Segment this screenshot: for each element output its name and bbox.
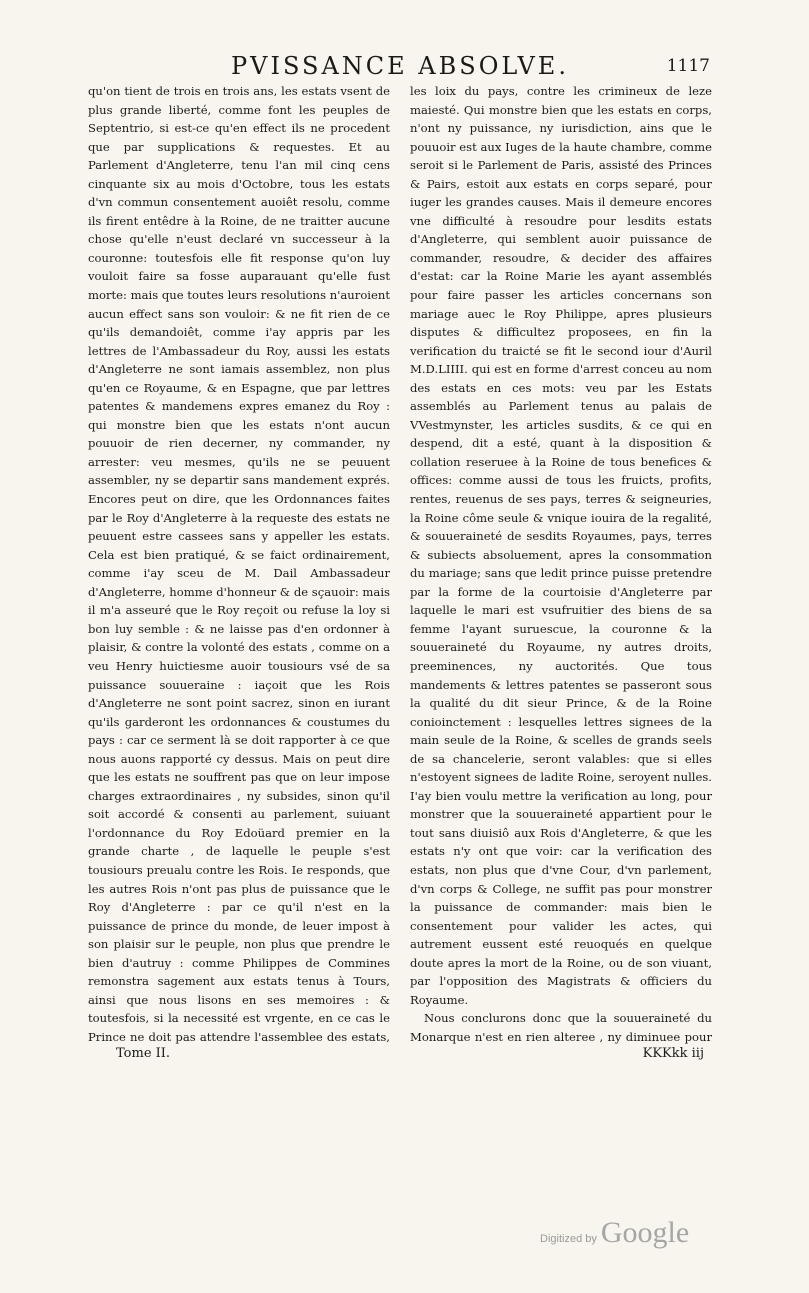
paragraph: les loix du pays, contre les crimineux de leze maiesté. Qui monstre bien que les estats en corps, n'ont ny puissance, ny iurisdiction, ains que le pouuoir est aux Iuges de la haute chambre, comme seroit si le Parlement de Paris, assisté des Princes & Pairs, estoit aux estats en corps separé, pour iuger les grandes causes. Mais il demeure encores vne difficulté à resoudre pour lesdits estats d'Angleterre, qui semblent auoir puissance de commander, resoudre, & decider des affaires d'estat: car la Roine Marie les ayant assemblés pour faire passer les articles concernans son mariage auec le Roy Philippe, apres plusieurs disputes & difficultez proposees, en fin la verification du traicté se fit le second iour d'Auril M.D.LIIII. qui est en forme d'arrest conceu au nom des estats en ces mots: veu par les Estats assemblés au Parlement tenus au palais de VVestmynster, les articles susdits, & ce qui en despend, dit a esté, quant à la disposition & collation reseruee à la Roine de tous benefices & offices: comme aussi de tous les fruicts, profits, rentes, reuenus de ses pays, terres & seigneuries, la Roine côme seule & vnique iouira de la regalité, & souueraineté de sesdits Royaumes, pays, terres & subiects absoluement, apres la consommation du mariage; sans que ledit prince puisse pretendre par la forme de la courtoisie d'Angleterre par laquelle le mari est vsufruitier des biens de sa femme l'ayant suruescue, la couronne & la souueraineté du Royaume, ny autres droits, preeminences, ny auctorités. Que tous mandements & lettres patentes se passeront sous la qualité du dit sieur Prince, & de la Roine conioinctement : lesquelles lettres signees de la main seule de la Roine, & scelles de grands seels de sa chancelerie, seront valables: que si elles n'estoyent signees de ladite Roine, seroyent nulles. I'ay bien voulu mettre la verification au long, pour monstrer que la souueraineté appartient pour le tout sans diuisiô aux Rois d'Angleterre, & que les estats n'y ont que voir: car la verification des estats, non plus que d'vne Cour, d'vn parlement, d'vn corps & College, ne suffit pas pour monstrer la puissance de commander: mais bien le consentement pour valider les actes, qui autrement eussent esté reuoqués en quelque doute apres la mort de la Roine, ou de son viuant, par l'opposition des Magistrats & officiers du Royaume. — [410, 84, 712, 1007]
paragraph: Nous conclurons donc que la souueraineté du Monarque n'est en rien alteree , ny diminuee pour — [410, 1011, 712, 1044]
google-logo: Google — [600, 1216, 690, 1249]
volume-label: Tome II. — [116, 1046, 171, 1061]
watermark-prefix: Digitized by — [540, 1233, 597, 1245]
right-column — [410, 82, 712, 1044]
page-number: 1117 — [666, 56, 710, 76]
digitization-watermark — [540, 1216, 689, 1250]
running-title: PVISSANCE ABSOLVE. — [231, 52, 569, 80]
page-footer — [88, 1046, 712, 1068]
left-column — [88, 82, 390, 1044]
page-header — [90, 52, 710, 82]
signature-mark: KKKkk iij — [642, 1046, 704, 1061]
paragraph: qu'on tient de trois en trois ans, les estats vsent de plus grande liberté, comme font les peuples de Septentrio, si est-ce qu'en effect ils ne procedent que par supplications & requestes. Et au Parlement d'Angleterre, tenu l'an mil cinq cens cinquante six au mois d'Octobre, tous les estats d'vn commun consentement auoiêt resolu, comme ils firent entêdre à la Roine, de ne traitter aucune chose qu'elle n'eust declaré vn successeur à la couronne: toutesfois elle fit response qu'on luy vouloit faire sa fosse auparauant qu'elle fust morte: mais que toutes leurs resolutions n'auroient aucun effect sans son vouloir: & ne fit rien de ce qu'ils demandoiêt, comme i'ay appris par les lettres de l'Ambassadeur du Roy, aussi les estats d'Angleterre ne sont iamais assemblez, non plus qu'en ce Royaume, & en Espagne, que par lettres patentes & mandemens expres emanez du Roy : qui monstre bien que les estats n'ont aucun pouuoir de rien decerner, ny commander, ny arrester: veu mesmes, qu'ils ne se peuuent assembler, ny se departir sans mandement exprés. Encores peut on dire, que les Ordonnances faites par le Roy d'Angleterre à la requeste des estats ne peuuent estre cassees sans y appeller les estats. Cela est bien pratiqué, & se faict ordinairement, comme i'ay sceu de M. Dail Ambassadeur d'Angleterre, homme d'honneur & de sçauoir: mais il m'a asseuré que le Roy reçoit ou refuse la loy si bon luy semble : & ne laisse pas d'en ordonner à plaisir, & contre la volonté des estats , comme on a veu Henry huictiesme auoir tousiours vsé de sa puissance souueraine : iaçoit que les Rois d'Angleterre ne sont point sacrez, sinon en iurant qu'ils garderont les ordonnances & coustumes du pays : car ce serment là se doit rapporter à ce que nous auons rapporté cy dessus. Mais on peut dire que les estats ne souffrent pas que on leur impose charges extraordinaires , ny subsides, sinon qu'il soit accordé & consenti au parlement, suiuant l'ordonnance du Roy Edoüard premier en la grande charte , de laquelle le peuple s'est tousiours preualu contre les Rois. Ie responds, que les autres Rois n'ont pas plus de puissance que le Roy d'Angleterre : par ce qu'il n'est en la puissance de prince du monde, de leuer impost à son plaisir sur le peuple, non plus que prendre le bien d'autruy : comme Philippes de Commines remonstra sagement aux estats tenus à Tours, ainsi que nous lisons en ses memoires : & toutesfois, si la necessité est vrgente, en ce cas le Prince ne doit pas attendre l'assemblee des estats, — [88, 84, 390, 1044]
text-columns — [88, 82, 712, 1044]
